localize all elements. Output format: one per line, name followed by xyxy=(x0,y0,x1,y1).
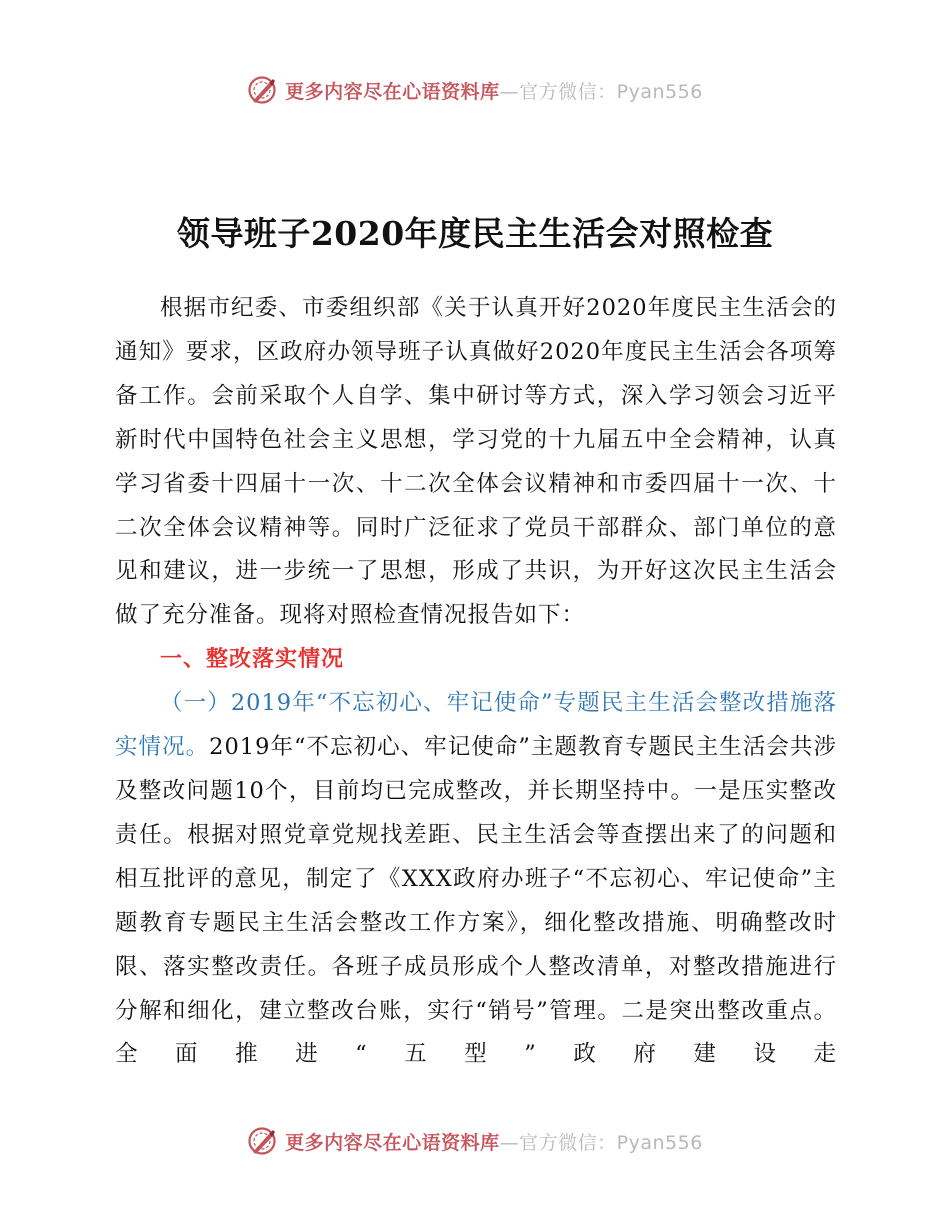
header-watermark xyxy=(0,73,950,107)
section-heading-paragraph xyxy=(115,638,837,682)
document-title: 领导班子2020年度民主生活会对照检查 xyxy=(176,214,774,253)
subsection-1-body: 2019年“不忘初心、牢记使命”主题教育专题民主生活会共涉及整改问题10个，目前均已完成整改，并长期坚持中。一是压实整改责任。根据对照党章党规找差距、民主生活会等查摆出来了的问题和相互批评的意见，制定了《XXX政府办班子“不忘初心、牢记使命”主题教育专题民主生活会整改工作方案》，细化整改措施、明确整改时限、落实整改责任。各班子成员形成个人整改清单，对整改措施进行分解和细化，建立整改台账，实行“销号”管理。二是突出整改重点。全面推进“五型”政府建设走 xyxy=(115,734,837,1068)
watermark-lead: 更多内容尽在心语资料库 xyxy=(285,80,500,103)
watermark-lead: 更多内容尽在心语资料库 xyxy=(285,1131,500,1154)
subsection-paragraph xyxy=(115,682,837,1077)
section-1-heading: 一、整改落实情况 xyxy=(160,647,345,673)
document-body xyxy=(115,287,837,1077)
watermark-tail: —官方微信：Pyan556 xyxy=(499,1131,703,1154)
watermark-text xyxy=(285,77,703,104)
subsection-1-heading: （一）2019年“不忘初心、牢记使命”专题民主生活会整改措施落实情况。 xyxy=(115,690,837,761)
watermark-text xyxy=(285,1128,703,1155)
footer-watermark xyxy=(0,1124,950,1158)
pen-logo-icon xyxy=(247,75,277,105)
pen-logo-icon xyxy=(247,1126,277,1156)
intro-paragraph: 根据市纪委、市委组织部《关于认真开好2020年度民主生活会的通知》要求，区政府办领导班子认真做好2020年度民主生活会各项筹备工作。会前采取个人自学、集中研讨等方式，深入学习领会习近平新时代中国特色社会主义思想，学习党的十九届五中全会精神，认真学习省委十四届十一次、十二次全体会议精神和市委四届十一次、十二次全体会议精神等。同时广泛征求了党员干部群众、部门单位的意见和建议，进一步统一了思想，形成了共识，为开好这次民主生活会做了充分准备。现将对照检查情况报告如下： xyxy=(115,295,837,629)
watermark-tail: —官方微信：Pyan556 xyxy=(499,80,703,103)
